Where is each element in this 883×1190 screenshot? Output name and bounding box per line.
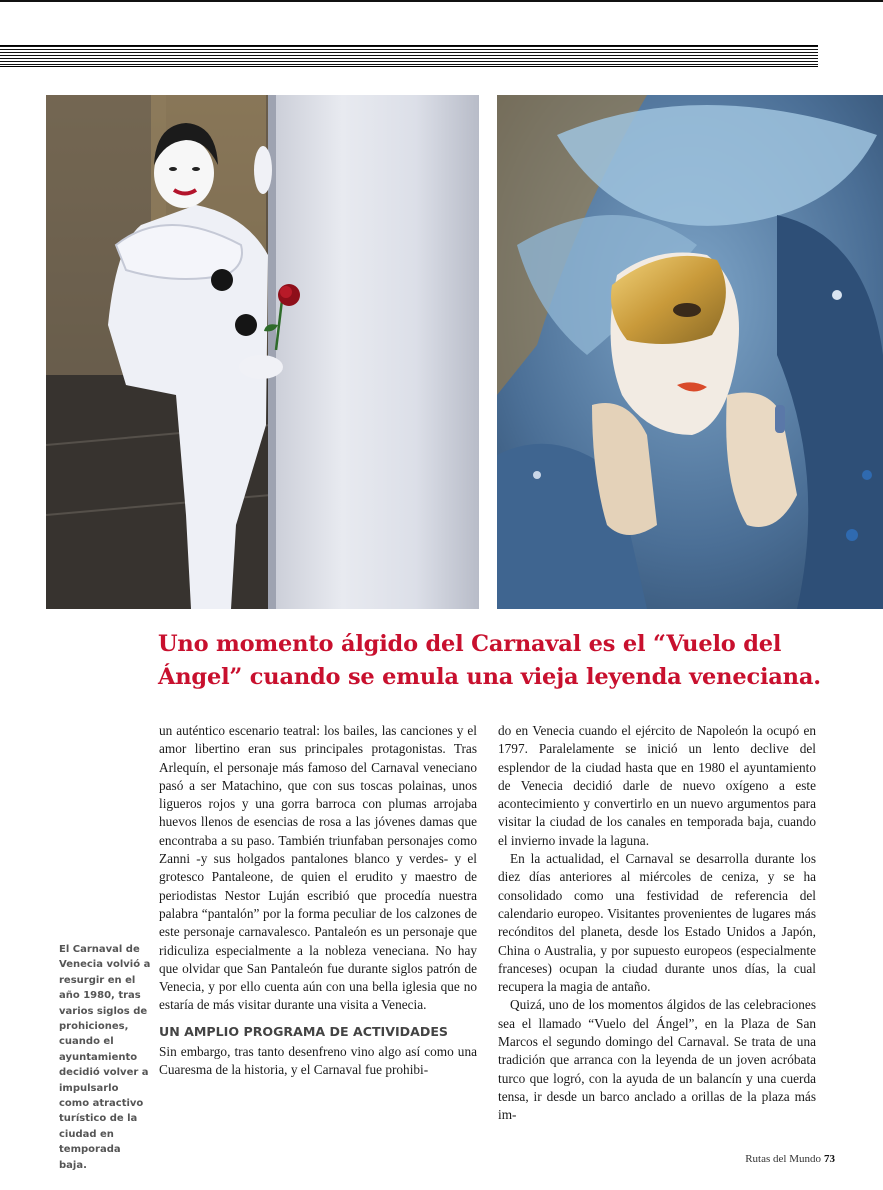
mask-illustration — [497, 95, 883, 609]
publication-name: Rutas del Mundo — [745, 1153, 821, 1165]
photo-masked-figure — [497, 95, 883, 609]
body-paragraph: un auténtico escenario teatral: los bailes, las canciones y el amor libertino eran sus principales protagonistas. Tras Arlequín, el personaje más famoso del Carnaval veneciano pasó a ser Matachino, que con sus toscas polainas, unos ligueros rojos y una gorra barroca con plumas arrojaba huevos llenos de esencias de rosa a las jóvenes damas que encontraba a su paso. También triunfaban personajes como Zanni -y sus holgados pantalones blanco y verdes- y el grotesco Pantaleone, de quien el erudito y maestro de periodistas Nestor Luján escribió que procedía nuestra palabra “pantalón” por la forma peculiar de los calzones de este personaje carnavalesco. Pantaleón es un personaje que ridiculiza especialmente a la nobleza veneciana. No hay que olvidar que San Pantaleón fue durante siglos patrón de Venecia, y por ello cuenta aún con una bella iglesia que no estaría de más visitar durante una visita a Venecia. — [159, 723, 477, 1013]
photo-caption: El Carnaval de Venecia volvió a resurgir en el año 1980, tras varios siglos de prohiciones, cuando el ayuntamiento decidió volver a impulsarlo como atractivo turístico de la ciudad en temporada baja. — [59, 944, 151, 1171]
body-paragraph: Sin embargo, tras tanto desenfreno vino algo así como una Cuaresma de la historia, y el Carnaval fue prohibi- — [159, 1043, 477, 1078]
pull-quote: Uno momento álgido del Carnaval es el “Vuelo del Ángel” cuando se emula una vieja leyenda veneciana. — [158, 631, 821, 690]
body-paragraph: do en Venecia cuando el ejército de Napoleón la ocupó en 1797. Paralelamente se inició un lento declive del esplendor de la ciudad hasta que en 1980 el ayuntamiento de Venecia decidió darle de nuevo oxígeno a este acontecimiento y convertirlo en un nuevo argumentos para visitar la ciudad de los canales en temporada baja, cuando el invierno invade la laguna. — [498, 723, 816, 848]
header-stripes — [0, 45, 818, 67]
page-number: 73 — [824, 1153, 835, 1165]
photo-pierrot — [46, 95, 479, 609]
article-column-1 — [159, 722, 477, 1079]
body-paragraph: Quizá, uno de los momentos álgidos de las celebraciones sea el llamado “Vuelo del Ángel”, en la Plaza de San Marcos el segundo domingo del Carnaval. Se trata de una tradición que arranca con la leyenda de un joven acróbata turco que logró, con la ayuda de un balancín y una cuerda tensa, ir desde un barco anclado a orillas de la plaza más im- — [498, 997, 816, 1123]
article-column-2 — [498, 722, 816, 1125]
section-subhead: UN AMPLIO PROGRAMA DE ACTIVIDADES — [159, 1023, 449, 1039]
page-folio — [745, 1153, 835, 1165]
body-paragraph: En la actualidad, el Carnaval se desarrolla durante los diez días anteriores al miércoles de ceniza, y se ha consolidado como una festividad de referencia del calendario europeo. Visitantes provenientes de lugares más recónditos del planeta, desde los Estado Unidos a Japón, China o Australia, y por supuesto europeos (especialmente franceses) ocupan la ciudad durante unos días, la cual recupera la magia de antaño. — [498, 851, 816, 995]
top-rule — [0, 0, 883, 2]
pierrot-illustration — [46, 95, 479, 609]
